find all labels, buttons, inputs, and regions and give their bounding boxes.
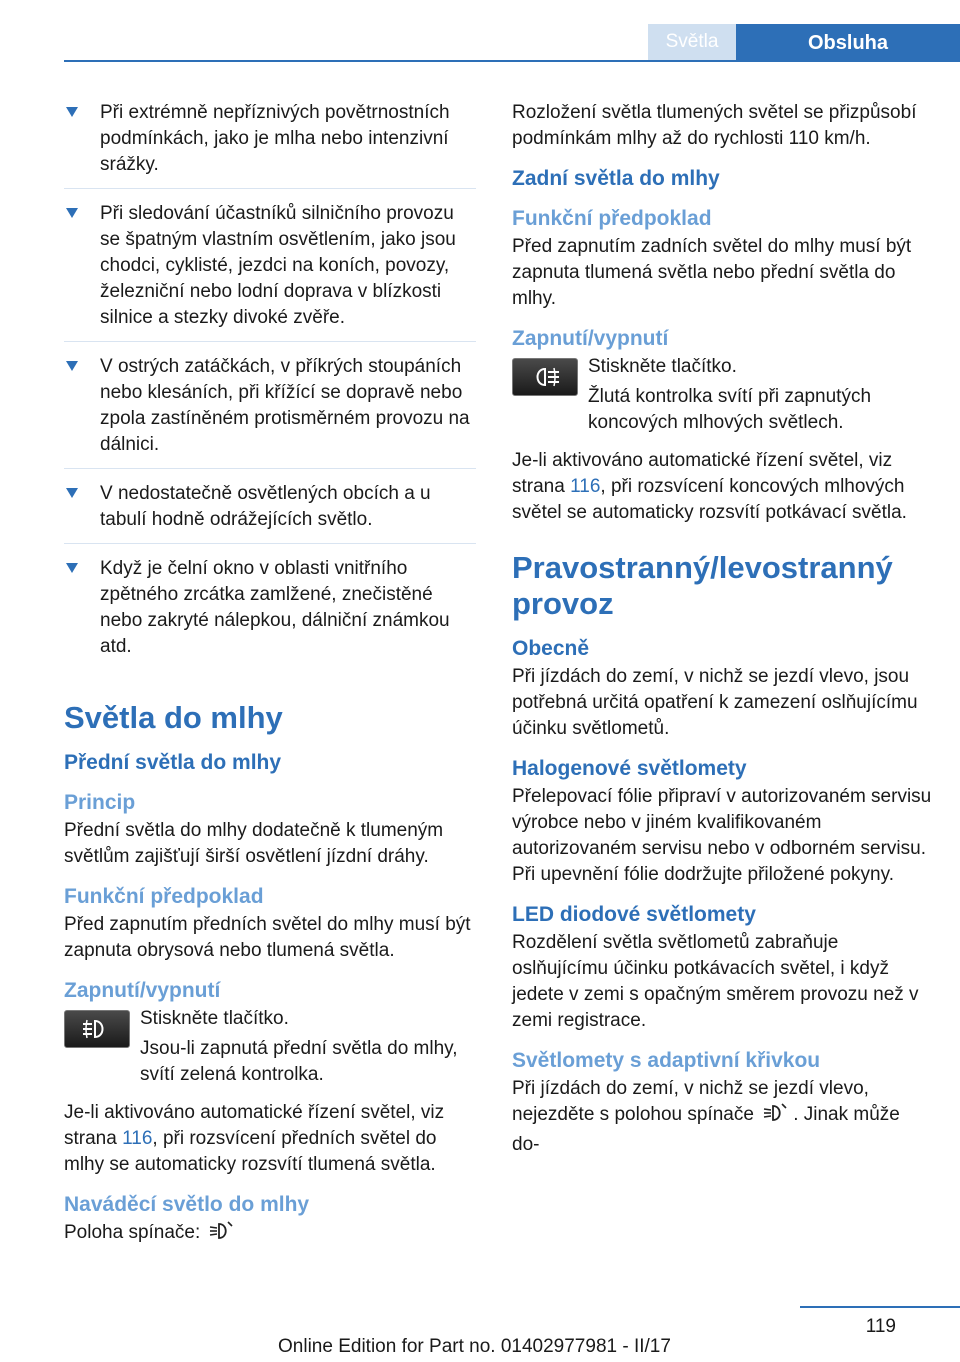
heading-guide-light: Naváděcí světlo do mlhy <box>64 1193 310 1216</box>
auto-light-text: Je-li aktivováno automatické řízení světel, viz strana 116, při rozsvícení předních světel do mlhy se automaticky rozsvítí tlumená světla. <box>64 1102 445 1175</box>
page-link[interactable]: 116 <box>122 1128 153 1149</box>
heading-on-off: Zapnutí/vypnutí <box>64 979 221 1002</box>
indicator-text: Žlutá kontrolka svítí při zapnutých koncových mlhových světlech. <box>588 386 872 433</box>
list-item: V nedostatečně osvětlených obcích a u tabulí hodně odrážejících světlo. <box>64 481 476 544</box>
footer-rule <box>800 1306 960 1308</box>
principle-text: Přední světla do mlhy dodatečně k tlumeným světlům zajišťují širší osvětlení jízdní dráhy. <box>64 820 444 867</box>
edition-footer: Online Edition for Part no. 01402977981 - II/17 <box>278 1336 671 1357</box>
light-switch-icon <box>762 1102 788 1132</box>
bullet-triangle-icon <box>66 208 78 218</box>
bullet-triangle-icon <box>66 563 78 573</box>
list-item: Když je čelní okno v oblasti vnitřního zpětného zrcátka zamlžené, znečistěné nebo zakryté nálepkou, dálniční známkou atd. <box>64 556 476 670</box>
chapter-tab[interactable]: Obsluha <box>736 24 960 62</box>
heading-on-off: Zapnutí/vypnutí <box>512 327 669 350</box>
right-column <box>512 100 932 1158</box>
bullet-triangle-icon <box>66 361 78 371</box>
heading-requirement: Funkční předpoklad <box>64 885 264 908</box>
auto-light-text: Je-li aktivováno automatické řízení světel, viz strana 116, při rozsvícení koncových mlhových světel se automaticky rozsvítí potkávací světla. <box>512 450 907 523</box>
section-heading-fog-lights: Světla do mlhy <box>64 700 283 735</box>
press-instruction: Stiskněte tlačítko. <box>140 1008 289 1029</box>
section-tab[interactable]: Světla <box>648 24 736 60</box>
bullet-triangle-icon <box>66 107 78 117</box>
left-column <box>64 100 476 1250</box>
list-item: Při sledování účastníků silničního provozu se špatným vlastním osvětlením, jako jsou chodci, cyklisté, jezdci na koních, povozy, železniční nebo lodní doprava v blízkosti silnice a stezky divoké zvěře. <box>64 201 476 342</box>
heading-general: Obecně <box>512 637 590 660</box>
conditions-list <box>64 100 476 670</box>
section-heading-traffic-side: Pravostranný/levostranný provoz <box>512 550 893 621</box>
subheading-rear-fog-lights: Zadní světla do mlhy <box>512 167 720 190</box>
front-fog-button-row <box>64 1006 476 1088</box>
front-fog-light-button[interactable] <box>64 1010 130 1048</box>
requirement-text: Před zapnutím předních světel do mlhy musí být zapnuta obrysová nebo tlumená světla. <box>64 914 471 961</box>
heading-principle: Princip <box>64 791 136 814</box>
light-switch-icon <box>208 1220 234 1250</box>
adaptive-text: Při jízdách do zemí, v nichž se jezdí vlevo, nejezděte s polohou spínače . Jinak může do- <box>512 1078 900 1155</box>
intro-text: Rozložení světla tlumených světel se přizpůsobí podmínkám mlhy až do rychlosti 110 km/h. <box>512 102 917 149</box>
heading-led: LED diodové světlomety <box>512 903 756 926</box>
rear-fog-light-button[interactable] <box>512 358 578 396</box>
heading-halogen: Halogenové světlomety <box>512 757 747 780</box>
switch-position-text: Poloha spínače: <box>64 1220 476 1250</box>
page-number: 119 <box>865 1316 896 1337</box>
heading-adaptive: Světlomety s adaptivní křivkou <box>512 1049 821 1072</box>
press-instruction: Stiskněte tlačítko. <box>588 356 737 377</box>
indicator-text: Jsou-li zapnutá přední světla do mlhy, svítí zelená kontrolka. <box>140 1038 458 1085</box>
rear-fog-button-row <box>512 354 932 436</box>
subheading-front-fog-lights: Přední světla do mlhy <box>64 751 282 774</box>
requirement-text: Před zapnutím zadních světel do mlhy musí být zapnuta tlumená světla nebo přední světla do mlhy. <box>512 236 912 309</box>
rear-fog-light-icon <box>529 366 561 388</box>
led-text: Rozdělení světla světlometů zabraňuje oslňujícímu účinku potkávacích světel, i když jedete v zemi s opačným směrem provozu než v zemi registrace. <box>512 932 919 1031</box>
list-item: V ostrých zatáčkách, v příkrých stoupáních nebo klesáních, při křížící se dopravě nebo zpola zastíněném protisměrném provozu na dálnici. <box>64 354 476 469</box>
halogen-text: Přelepovací fólie připraví v autorizovaném servisu výrobce nebo v jiném kvalifikovaném autorizovaném servisu nebo v odborném servisu. Při upevnění fólie dodržujte přiložené pokyny. <box>512 786 932 885</box>
bullet-triangle-icon <box>66 488 78 498</box>
front-fog-light-icon <box>81 1018 113 1040</box>
list-item: Při extrémně nepříznivých povětrnostních podmínkách, jako je mlha nebo intenzivní srážky. <box>64 100 476 189</box>
heading-requirement: Funkční předpoklad <box>512 207 712 230</box>
page-link[interactable]: 116 <box>570 476 601 497</box>
general-text: Při jízdách do zemí, v nichž se jezdí vlevo, jsou potřebná určitá opatření k zamezení oslňujícímu účinku světlometů. <box>512 666 918 739</box>
